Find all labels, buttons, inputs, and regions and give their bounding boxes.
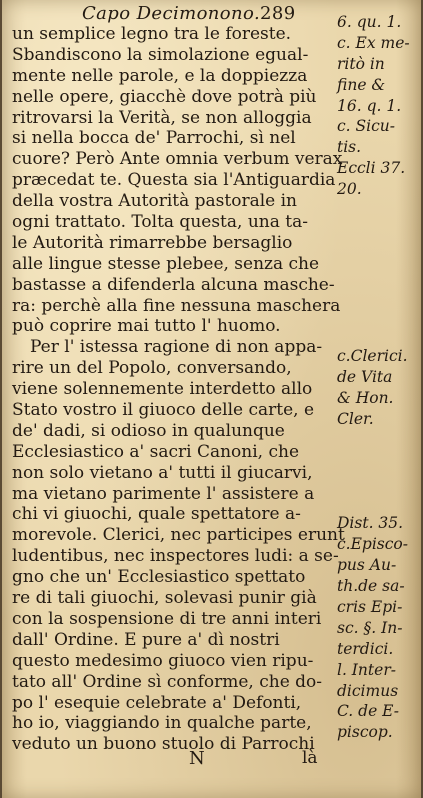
- margin-note: c.Episco-: [337, 535, 409, 554]
- running-title: Capo Decimonono.: [82, 3, 261, 24]
- text-line: Ecclesiastico a' sacri Canoni, che: [12, 441, 300, 462]
- margin-note: 6. qu. 1.: [337, 13, 402, 31]
- margin-note: [337, 221, 421, 242]
- text-line: della vostra Autorità pastorale in: [12, 191, 297, 212]
- text-line: ra: perchè alla fine nessuna maschera: [12, 295, 341, 316]
- margin-note: [337, 200, 421, 221]
- text-line: può coprire mai tutto l' huomo.: [12, 316, 281, 337]
- margin-note: th.de sa-: [337, 577, 405, 596]
- margin-note: [337, 492, 421, 513]
- margin-note: [337, 263, 421, 284]
- text-line: tato all' Ordine sì conforme, che do-: [12, 671, 323, 692]
- margin-note: cris Epi-: [337, 597, 403, 616]
- text-line: questo medesimo giuoco vien ripu-: [12, 650, 314, 671]
- text-line: un semplice legno tra le foreste.: [12, 24, 292, 44]
- margin-note: piscop.: [337, 723, 393, 742]
- text-line: ogni trattato. Tolta questa, una ta-: [12, 212, 308, 233]
- margin-note: dicimus: [337, 681, 399, 700]
- page-number: 289: [260, 3, 296, 24]
- margin-note: & Hon.: [337, 389, 394, 408]
- margin-notes-column: [337, 12, 421, 743]
- text-line: veduto un buono stuolo di Parrochi: [12, 734, 315, 755]
- margin-note: [337, 242, 421, 263]
- margin-note: C. de E-: [337, 702, 400, 721]
- text-line: de' dadi, si odioso in qualunque: [12, 420, 285, 441]
- margin-note: ritò in: [337, 54, 385, 73]
- text-line: nelle opere, giacchè dove potrà più: [12, 86, 317, 107]
- margin-note: Eccli 37.: [337, 159, 406, 178]
- text-line: dall' Ordine. E pure a' dì nostri: [12, 629, 280, 650]
- margin-note: pus Au-: [337, 556, 397, 575]
- text-line: si nella bocca de' Parrochi, sì nel: [12, 128, 296, 149]
- text-line: bastasse a difenderla alcuna masche-: [12, 274, 335, 295]
- text-line: Sbandiscono la simolazione egual-: [12, 44, 309, 65]
- margin-note: [337, 304, 421, 325]
- text-line: gno che un' Ecclesiastico spettato: [12, 567, 306, 588]
- margin-note: sc. §. In-: [337, 618, 403, 637]
- text-line: viene solennemente interdetto allo: [12, 379, 313, 400]
- text-line: morevole. Clerici, nec participes erunt: [12, 525, 345, 546]
- margin-note: [337, 451, 421, 472]
- paragraph-start-line: Per l' istessa ragione di non appa-: [30, 337, 323, 358]
- text-line: ma vietano parimente l' assistere a: [12, 483, 315, 504]
- text-line: ho io, viaggiando in qualche parte,: [12, 713, 312, 734]
- text-line: non solo vietano a' tutti il giucarvi,: [12, 462, 313, 483]
- book-page: [2, 0, 421, 798]
- margin-note: tis.: [337, 138, 362, 157]
- catchword: là: [302, 748, 318, 768]
- text-line: ritrovarsi la Verità, se non alloggia: [12, 107, 312, 128]
- page-footer: [2, 748, 421, 770]
- text-line: rire un del Popolo, conversando,: [12, 358, 292, 379]
- margin-note: de Vita: [337, 368, 393, 387]
- text-line: po l' esequie celebrate a' Defonti,: [12, 692, 302, 713]
- margin-note: [337, 430, 421, 451]
- margin-note: fine &: [337, 75, 386, 94]
- text-line: præcedat te. Questa sia l'Antiguardia: [12, 170, 336, 191]
- text-line: re di tali giuochi, solevasi punir già: [12, 588, 317, 609]
- margin-note: [337, 284, 421, 305]
- margin-note: [337, 325, 421, 346]
- text-line: Stato vostro il giuoco delle carte, e: [12, 400, 315, 421]
- margin-note: 16. q. 1.: [337, 96, 402, 115]
- text-line: con la sospensione di tre anni interi: [12, 608, 322, 629]
- margin-note: 20.: [337, 180, 362, 199]
- main-text-column: [12, 24, 345, 755]
- text-line: chi vi giuochi, quale spettatore a-: [12, 504, 301, 525]
- text-line: alle lingue stesse plebee, senza che: [12, 253, 320, 274]
- margin-note: c. Ex me-: [337, 33, 410, 52]
- margin-note: Dist. 35.: [337, 514, 404, 533]
- signature-mark: N: [189, 748, 205, 769]
- margin-note: c.Clerici.: [337, 347, 408, 366]
- margin-note: terdici.: [337, 639, 394, 658]
- margin-note: l. Inter-: [337, 660, 396, 679]
- text-line: mente nelle parole, e la doppiezza: [12, 65, 308, 86]
- text-line: ludentibus, nec inspectores ludi: a se-: [12, 546, 339, 567]
- margin-note: Cler.: [337, 409, 374, 428]
- margin-note: c. Sicu-: [337, 117, 396, 136]
- text-line: le Autorità rimarrebbe bersaglio: [12, 232, 293, 253]
- margin-note: [337, 472, 421, 493]
- text-line: cuore? Però Ante omnia verbum verax: [12, 149, 343, 170]
